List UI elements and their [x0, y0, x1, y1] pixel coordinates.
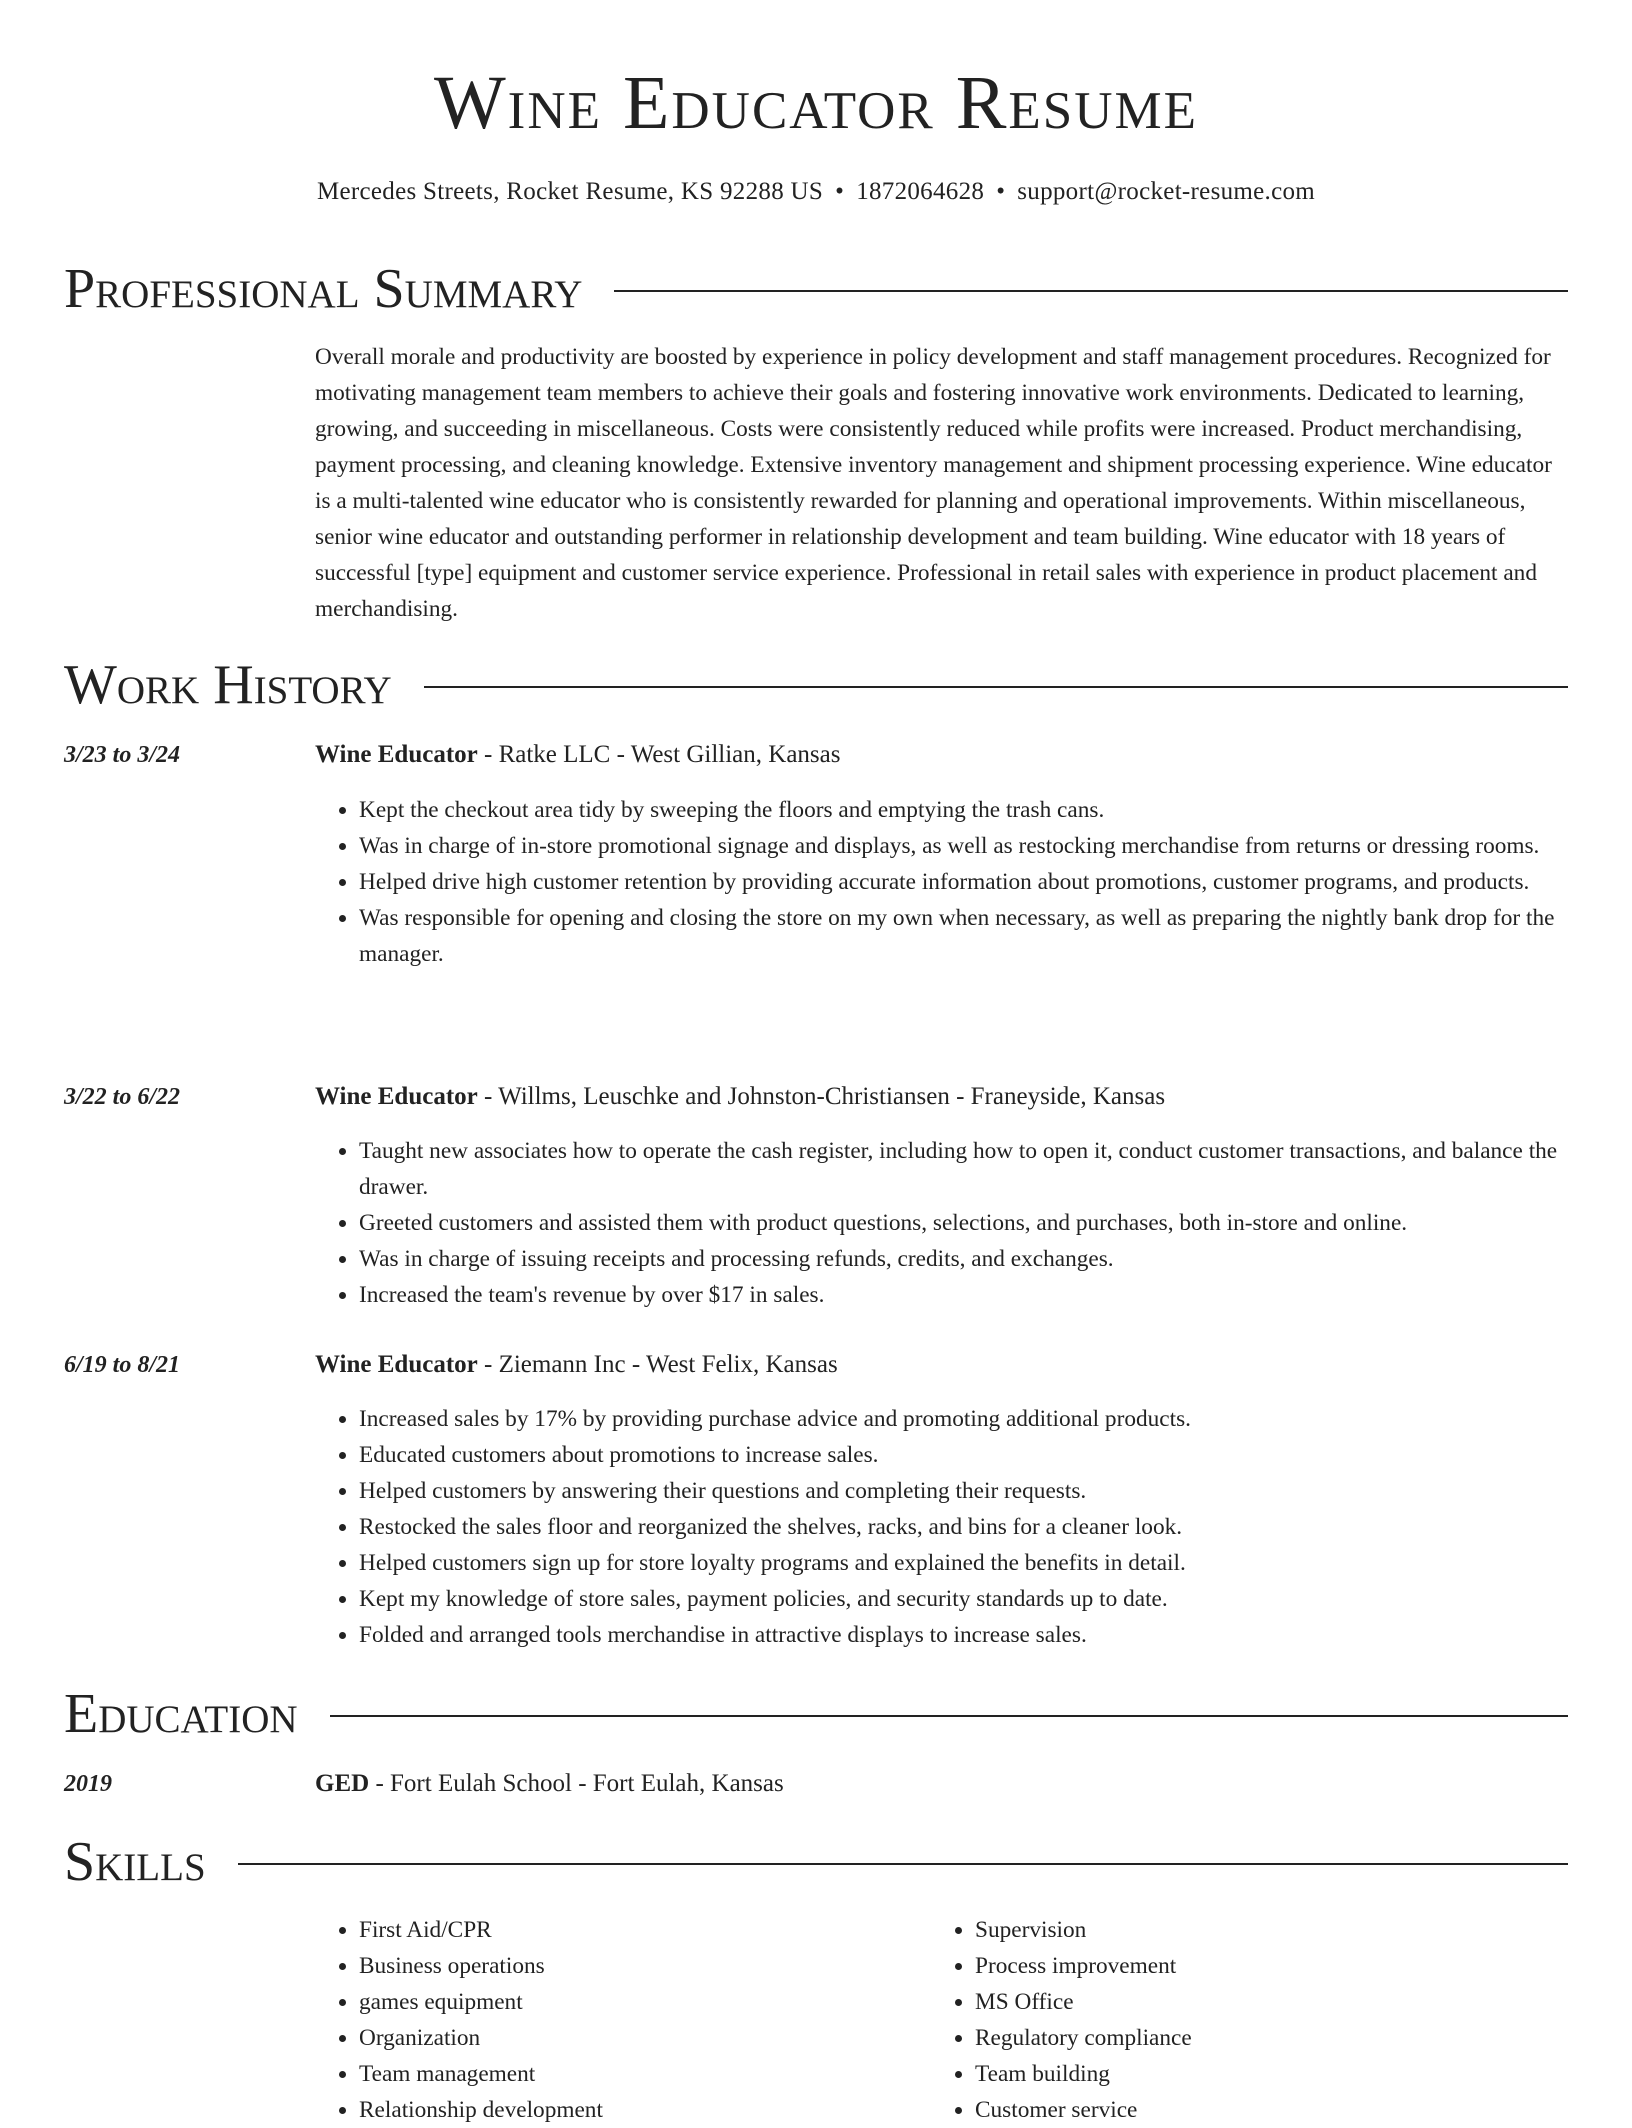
- job-title: Wine Educator: [315, 1083, 478, 1110]
- education-year: 2019: [64, 1771, 112, 1797]
- job-bullet: • Increased sales by 17% by providing purchase advice and promoting additional products.: [359, 1401, 1614, 1437]
- job-bullet: • Helped customers by answering their questions and completing their requests.: [359, 1473, 1614, 1509]
- education-section-header: [64, 1679, 1568, 1749]
- education-degree: GED: [315, 1770, 370, 1797]
- job-bullet: • Was in charge of in-store promotional signage and displays, as well as restocking merchandise from returns or dressing rooms.: [359, 828, 1614, 864]
- skills-section-header: [64, 1827, 1568, 1897]
- job-bullets: [315, 1401, 1614, 1653]
- section-divider: [424, 686, 1568, 688]
- job-dates: 6/19 to 8/21: [64, 1352, 181, 1378]
- section-divider: [330, 1715, 1568, 1717]
- contact-line: [0, 176, 1632, 208]
- job-bullets: [315, 1133, 1614, 1313]
- job-employer: - Ziemann Inc - West Felix, Kansas: [477, 1351, 838, 1378]
- job-bullets: [315, 792, 1614, 972]
- job-title-line: [315, 1080, 1570, 1114]
- job-employer: - Ratke LLC - West Gillian, Kansas: [477, 741, 841, 768]
- summary-heading: Professional Summary: [64, 258, 583, 320]
- skill-item: • First Aid/CPR: [359, 1912, 919, 1948]
- work-section-header: [64, 650, 1568, 720]
- skills-list-left: [315, 1912, 919, 2128]
- skill-item: • Team management: [359, 2056, 919, 2092]
- job-title: Wine Educator: [315, 741, 478, 768]
- education-line: [315, 1767, 1570, 1801]
- skill-item: • Organization: [359, 2020, 919, 2056]
- summary-text: Overall morale and productivity are boosted by experience in policy development and staff management procedures. Recognized for motivating management team members to achieve their goals and fostering innovative work environments. Dedicated to learning, growing, and succeeding in miscellaneous. Costs were consistently reduced while profits were increased. Product merchandising, payment processing, and cleaning knowledge. Extensive inventory management and shipment processing experience. Wine educator is a multi-talented wine educator who is consistently rewarded for planning and operational improvements. Within miscellaneous, senior wine educator and outstanding performer in relationship development and team building. Wine educator with 18 years of successful [type] equipment and customer service experience. Professional in retail sales with experience in product placement and merchandising.: [315, 344, 1552, 622]
- job-dates: 3/22 to 6/22: [64, 1084, 181, 1110]
- job-bullet: • Folded and arranged tools merchandise in attractive displays to increase sales.: [359, 1617, 1614, 1653]
- resume-title: Wine Educator Resume: [433, 61, 1199, 145]
- section-divider: [614, 290, 1568, 292]
- job-title: Wine Educator: [315, 1351, 478, 1378]
- education-heading: Education: [64, 1683, 298, 1745]
- job-bullet: • Taught new associates how to operate the cash register, including how to open it, conduct customer transactions, and balance the drawer.: [359, 1133, 1614, 1205]
- job-bullet: • Greeted customers and assisted them with product questions, selections, and purchases, both in-store and online.: [359, 1205, 1614, 1241]
- section-divider: [238, 1863, 1568, 1865]
- job-bullet: • Restocked the sales floor and reorganized the shelves, racks, and bins for a cleaner look.: [359, 1509, 1614, 1545]
- job-dates: 3/23 to 3/24: [64, 742, 181, 768]
- skill-item: • Relationship development: [359, 2092, 919, 2128]
- job-bullet: • Was responsible for opening and closing the store on my own when necessary, as well as preparing the nightly bank drop for the manager.: [359, 900, 1614, 972]
- work-heading: Work History: [64, 654, 392, 716]
- contact-separator: •: [996, 178, 1006, 205]
- skills-list-right: [931, 1912, 1535, 2128]
- contact-phone: 1872064628: [856, 178, 985, 205]
- summary-section-header: [64, 254, 1568, 324]
- contact-email: support@rocket-resume.com: [1017, 178, 1316, 205]
- skill-item: • games equipment: [359, 1984, 919, 2020]
- skill-item: • Team building: [975, 2056, 1535, 2092]
- contact-address: Mercedes Streets, Rocket Resume, KS 92288 US: [316, 178, 824, 205]
- contact-separator: •: [835, 178, 845, 205]
- skill-item: • Process improvement: [975, 1948, 1535, 1984]
- job-bullet: • Helped customers sign up for store loyalty programs and explained the benefits in detail.: [359, 1545, 1614, 1581]
- education-school: - Fort Eulah School - Fort Eulah, Kansas: [369, 1770, 784, 1797]
- skill-item: • Supervision: [975, 1912, 1535, 1948]
- job-bullet: • Educated customers about promotions to increase sales.: [359, 1437, 1614, 1473]
- skill-item: • MS Office: [975, 1984, 1535, 2020]
- skills-heading: Skills: [64, 1831, 206, 1893]
- job-title-line: [315, 1348, 1570, 1382]
- job-employer: - Willms, Leuschke and Johnston-Christiansen - Franeyside, Kansas: [477, 1083, 1166, 1110]
- job-bullet: • Increased the team's revenue by over $17 in sales.: [359, 1277, 1614, 1313]
- skill-item: • Customer service: [975, 2092, 1535, 2128]
- skill-item: • Regulatory compliance: [975, 2020, 1535, 2056]
- job-bullet: • Was in charge of issuing receipts and processing refunds, credits, and exchanges.: [359, 1241, 1614, 1277]
- job-bullet: • Kept the checkout area tidy by sweeping the floors and emptying the trash cans.: [359, 792, 1614, 828]
- job-bullet: • Kept my knowledge of store sales, payment policies, and security standards up to date.: [359, 1581, 1614, 1617]
- skill-item: • Business operations: [359, 1948, 919, 1984]
- job-title-line: [315, 738, 1570, 772]
- job-bullet: • Helped drive high customer retention by providing accurate information about promotions, customer programs, and products.: [359, 864, 1614, 900]
